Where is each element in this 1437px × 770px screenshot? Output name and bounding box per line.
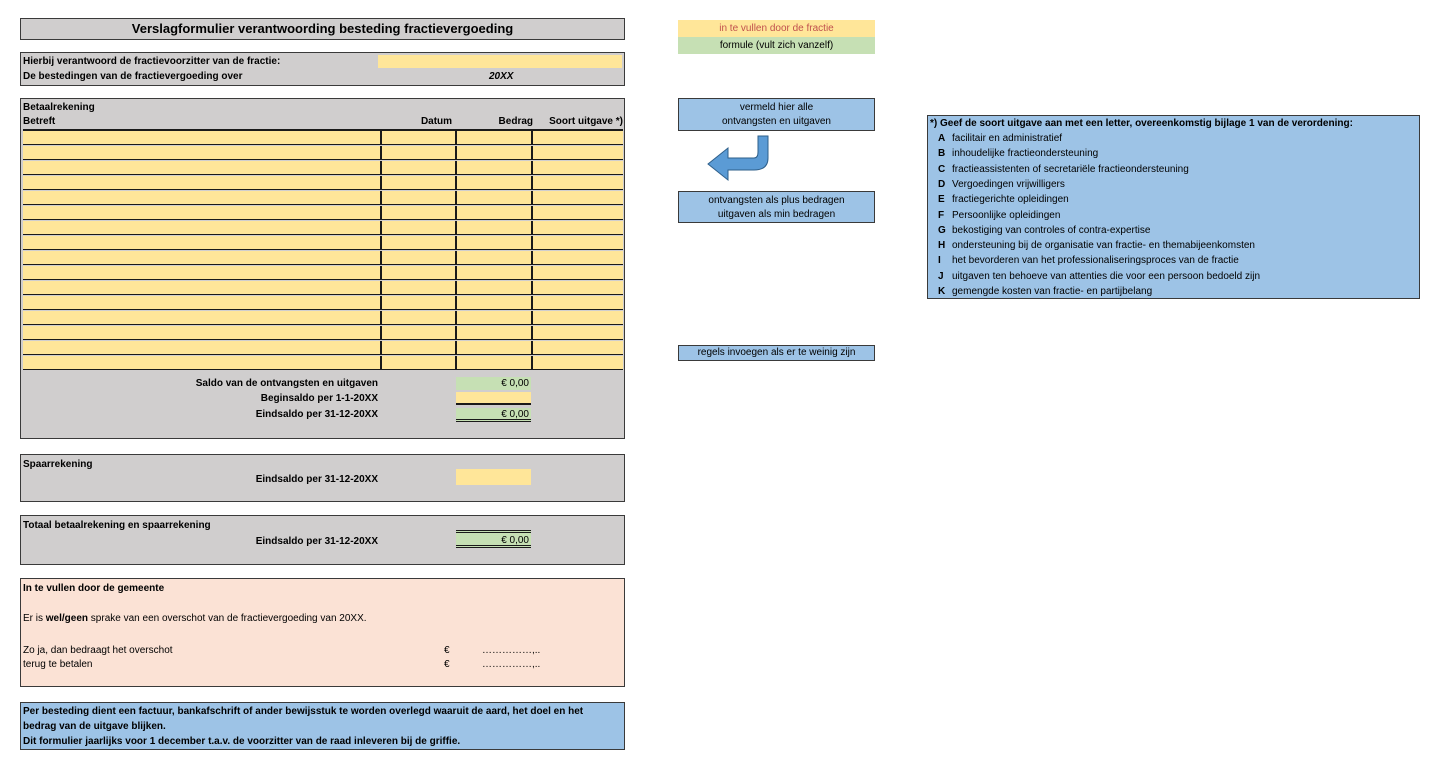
cell-betreft-input[interactable] <box>23 311 382 325</box>
cell-soort-input[interactable] <box>533 281 623 295</box>
fractie-name-input[interactable] <box>378 55 622 68</box>
cell-soort-input[interactable] <box>533 236 623 250</box>
overschot-statement <box>23 612 367 625</box>
totaal-eindsaldo-label: Eindsaldo per 31-12-20XX <box>255 536 378 547</box>
table-row <box>23 161 623 175</box>
note-vermeld <box>678 98 875 131</box>
cell-bedrag-input[interactable] <box>457 176 533 190</box>
soort-text: ondersteuning bij de organisatie van fractie- en themabijeenkomsten <box>952 240 1255 252</box>
statement-post: sprake van een overschot van de fractievergoeding van 20XX. <box>88 613 367 624</box>
cell-datum-input[interactable] <box>382 236 457 250</box>
gemeente-section <box>20 578 625 687</box>
table-row <box>23 221 623 235</box>
soort-letter: K <box>938 286 946 297</box>
cell-betreft-input[interactable] <box>23 251 382 265</box>
soort-uitgave-title: *) Geef de soort uitgave aan met een letter, overeenkomstig bijlage 1 van de verordening: <box>930 118 1353 129</box>
saldo-value: € 0,00 <box>456 377 531 390</box>
cell-soort-input[interactable] <box>533 251 623 265</box>
cell-soort-input[interactable] <box>533 191 623 205</box>
soort-letter: J <box>938 270 944 282</box>
note-plusmin-line-2: uitgaven als min bedragen <box>717 209 836 220</box>
col-betreft: Betreft <box>23 116 56 127</box>
overschot-amount[interactable]: ……………,.. <box>482 645 541 656</box>
table-row <box>23 281 623 295</box>
soort-letter: I <box>938 255 941 267</box>
terug-label: terug te betalen <box>23 659 93 670</box>
soort-item <box>938 178 1065 191</box>
soort-letter: B <box>938 148 946 160</box>
col-bedrag: Bedrag <box>498 116 533 127</box>
cell-betreft-input[interactable] <box>23 206 382 220</box>
note-vermeld-line-1: vermeld hier alle <box>739 102 814 113</box>
cell-soort-input[interactable] <box>533 176 623 190</box>
terug-amount[interactable]: ……………,.. <box>482 659 541 670</box>
cell-betreft-input[interactable] <box>23 176 382 190</box>
betaalrekening-title: Betaalrekening <box>23 102 95 113</box>
table-row <box>23 356 623 370</box>
intro-line-1: Hierbij verantwoord de fractievoorzitter van de fractie: <box>23 56 281 67</box>
table-row <box>23 326 623 340</box>
spaar-eindsaldo-input[interactable] <box>456 469 531 485</box>
cell-betreft-input[interactable] <box>23 221 382 235</box>
cell-soort-input[interactable] <box>533 161 623 175</box>
note-regels: regels invoegen als er te weinig zijn <box>678 345 875 361</box>
note-plusmin-line-1: ontvangsten als plus bedragen <box>708 195 845 206</box>
cell-betreft-input[interactable] <box>23 296 382 310</box>
intro-year: 20XX <box>489 71 514 82</box>
spaarrekening-title: Spaarrekening <box>23 459 93 470</box>
intro-line-2: De bestedingen van de fractievergoeding over <box>23 71 243 82</box>
soort-letter: F <box>938 209 945 221</box>
cell-bedrag-input[interactable] <box>457 236 533 250</box>
cell-bedrag-input[interactable] <box>457 131 533 145</box>
beginsaldo-label: Beginsaldo per 1-1-20XX <box>260 393 378 404</box>
soort-item <box>938 163 1189 176</box>
table-row <box>23 146 623 160</box>
soort-item <box>938 285 1152 298</box>
cell-betreft-input[interactable] <box>23 326 382 340</box>
cell-datum-input[interactable] <box>382 281 457 295</box>
soort-item <box>938 193 1069 206</box>
saldo-label: Saldo van de ontvangsten en uitgaven <box>195 378 378 389</box>
soort-letter: E <box>938 194 945 206</box>
soort-text: facilitair en administratief <box>952 133 1063 144</box>
cell-bedrag-input[interactable] <box>457 296 533 310</box>
cell-bedrag-input[interactable] <box>457 326 533 340</box>
soort-text: het bevorderen van het professionaliseringsproces van de fractie <box>952 255 1239 267</box>
cell-soort-input[interactable] <box>533 296 623 310</box>
table-row <box>23 341 623 355</box>
cell-datum-input[interactable] <box>382 206 457 220</box>
cell-soort-input[interactable] <box>533 206 623 220</box>
soort-item <box>938 270 1260 283</box>
soort-text: Persoonlijke opleidingen <box>952 209 1061 221</box>
soort-text: fractieassistenten of secretariële fractieondersteuning <box>952 163 1189 175</box>
gemeente-title: In te vullen door de gemeente <box>23 583 165 594</box>
cell-datum-input[interactable] <box>382 146 457 160</box>
cell-bedrag-input[interactable] <box>457 221 533 235</box>
soort-text: Vergoedingen vrijwilligers <box>952 178 1065 190</box>
cell-bedrag-input[interactable] <box>457 146 533 160</box>
cell-soort-input[interactable] <box>533 131 623 145</box>
table-row <box>23 311 623 325</box>
soort-item <box>938 239 1255 252</box>
cell-datum-input[interactable] <box>382 251 457 265</box>
cell-datum-input[interactable] <box>382 326 457 340</box>
legend-yellow: in te vullen door de fractie <box>678 20 875 37</box>
cell-bedrag-input[interactable] <box>457 251 533 265</box>
soort-text: inhoudelijke fractieondersteuning <box>952 148 1099 160</box>
cell-soort-input[interactable] <box>533 221 623 235</box>
cell-datum-input[interactable] <box>382 266 457 280</box>
overschot-currency: € <box>444 645 450 656</box>
totaal-section <box>20 515 625 565</box>
spaar-eindsaldo-label: Eindsaldo per 31-12-20XX <box>255 474 378 485</box>
cell-soort-input[interactable] <box>533 146 623 160</box>
form-title: Verslagformulier verantwoording besteding fractievergoeding <box>131 21 514 36</box>
legend-green: formule (vult zich vanzelf) <box>678 37 875 54</box>
soort-letter: G <box>938 224 946 236</box>
soort-uitgave-panel <box>927 115 1420 299</box>
totaal-eindsaldo-value: € 0,00 <box>456 530 531 548</box>
cell-bedrag-input[interactable] <box>457 266 533 280</box>
cell-betreft-input[interactable] <box>23 146 382 160</box>
footer-line-2: bedrag van de uitgave blijken. <box>23 721 166 732</box>
soort-letter: A <box>938 133 946 144</box>
cell-bedrag-input[interactable] <box>457 206 533 220</box>
cell-datum-input[interactable] <box>382 221 457 235</box>
cell-betreft-input[interactable] <box>23 161 382 175</box>
soort-text: bekostiging van controles of contra-expertise <box>952 224 1151 236</box>
curved-arrow-icon <box>706 134 772 182</box>
cell-soort-input[interactable] <box>533 326 623 340</box>
soort-item <box>938 209 1060 222</box>
soort-text: fractiegerichte opleidingen <box>952 194 1069 206</box>
table-row <box>23 251 623 265</box>
cell-datum-input[interactable] <box>382 131 457 145</box>
cell-soort-input[interactable] <box>533 266 623 280</box>
soort-letter: D <box>938 178 946 190</box>
cell-datum-input[interactable] <box>382 341 457 355</box>
cell-betreft-input[interactable] <box>23 236 382 250</box>
footer-line-3: Dit formulier jaarlijks voor 1 december t.a.v. de voorzitter van de raad inleveren bij de griffie. <box>23 736 461 747</box>
soort-text: gemengde kosten van fractie- en partijbelang <box>952 286 1153 297</box>
soort-letter: C <box>938 163 946 175</box>
cell-bedrag-input[interactable] <box>457 311 533 325</box>
cell-bedrag-input[interactable] <box>457 341 533 355</box>
table-row <box>23 236 623 250</box>
spaarrekening-section <box>20 454 625 502</box>
col-soort: Soort uitgave *) <box>549 116 623 127</box>
cell-datum-input[interactable] <box>382 296 457 310</box>
cell-datum-input[interactable] <box>382 161 457 175</box>
soort-letter: H <box>938 240 946 252</box>
note-vermeld-line-2: ontvangsten en uitgaven <box>722 116 831 127</box>
table-row <box>23 296 623 310</box>
footer-line-1: Per besteding dient een factuur, bankafschrift of ander bewijsstuk te worden overlegd waaruit de aard, het doel en het <box>23 706 584 717</box>
soort-item <box>938 254 1239 267</box>
intro-section <box>20 52 625 86</box>
cell-bedrag-input[interactable] <box>457 281 533 295</box>
totaal-title: Totaal betaalrekening en spaarrekening <box>23 520 211 531</box>
cell-soort-input[interactable] <box>533 341 623 355</box>
table-row <box>23 131 623 145</box>
table-row <box>23 191 623 205</box>
table-row <box>23 266 623 280</box>
cell-datum-input[interactable] <box>382 176 457 190</box>
beginsaldo-input[interactable] <box>456 392 531 405</box>
soort-item <box>938 132 1062 145</box>
cell-soort-input[interactable] <box>533 356 623 370</box>
cell-datum-input[interactable] <box>382 311 457 325</box>
statement-pre: Er is <box>23 613 46 624</box>
terug-currency: € <box>444 659 450 670</box>
cell-betreft-input[interactable] <box>23 131 382 145</box>
cell-betreft-input[interactable] <box>23 281 382 295</box>
cell-bedrag-input[interactable] <box>457 161 533 175</box>
cell-betreft-input[interactable] <box>23 266 382 280</box>
eindsaldo-label: Eindsaldo per 31-12-20XX <box>255 409 378 420</box>
cell-datum-input[interactable] <box>382 191 457 205</box>
cell-datum-input[interactable] <box>382 356 457 370</box>
soort-item <box>938 147 1098 160</box>
footer-note <box>20 702 625 750</box>
cell-soort-input[interactable] <box>533 311 623 325</box>
betaalrekening-section <box>20 98 625 439</box>
table-row <box>23 206 623 220</box>
soort-text: uitgaven ten behoeve van attenties die voor een persoon bedoeld zijn <box>952 270 1261 282</box>
cell-betreft-input[interactable] <box>23 341 382 355</box>
col-datum: Datum <box>420 116 453 127</box>
eindsaldo-value: € 0,00 <box>456 408 531 422</box>
cell-betreft-input[interactable] <box>23 356 382 370</box>
form-title-box <box>20 18 625 40</box>
table-row <box>23 176 623 190</box>
statement-wel-geen: wel/geen <box>45 613 89 624</box>
soort-item <box>938 224 1150 237</box>
cell-bedrag-input[interactable] <box>457 191 533 205</box>
cell-betreft-input[interactable] <box>23 191 382 205</box>
overschot-label: Zo ja, dan bedraagt het overschot <box>23 645 173 656</box>
cell-bedrag-input[interactable] <box>457 356 533 370</box>
note-plusmin <box>678 191 875 223</box>
